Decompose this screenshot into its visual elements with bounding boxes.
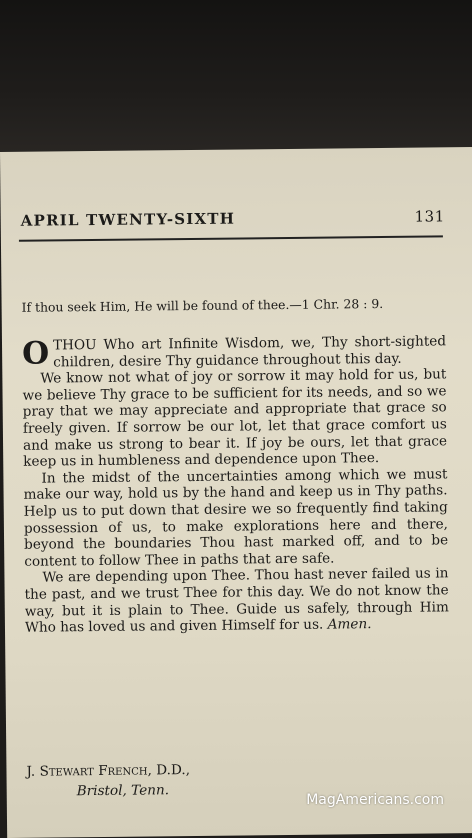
page-number: 131 xyxy=(414,207,445,226)
page-title: APRIL TWENTY-SIXTH xyxy=(20,209,236,230)
scripture-verse: If thou seek Him, He will be found of thee.—1 Chr. 28 : 9. xyxy=(21,295,384,315)
prayer-paragraph-4 xyxy=(24,566,449,637)
opening-word: THOU xyxy=(52,336,97,354)
page-header xyxy=(21,207,445,229)
drop-cap: O xyxy=(21,335,50,372)
dark-background xyxy=(0,0,472,160)
watermark: MagAmericans.com xyxy=(306,792,444,808)
prayer-text xyxy=(22,333,449,636)
prayer-paragraph-2: We know not what of joy or sorrow it may hold for us, but we believe Thy grace to be sufficient for its needs, and so we pray that we may appreciate and appropriate that grace so freely given. If sorrow be our lot, let that grace comfort us and make us strong to bear it. If joy be ours, let that grace keep us in humbleness and dependence upon Thee. xyxy=(22,366,448,470)
amen: Amen. xyxy=(327,616,372,633)
author-location: Bristol, Tenn. xyxy=(76,782,170,800)
prayer-paragraph-3: In the midst of the uncertainties among which we must make our way, hold us by the hand and keep us in Thy paths. Help us to put down that desire we so frequently find taking possession of us, to make explorations here and there, beyond the boundaries Thou hast marked off, and to be content to follow Thee in paths that are safe. xyxy=(23,466,449,570)
paragraph-4-text: We are depending upon Thee. Thou hast never failed us in the past, and we trust Thee for this day. We do not know the way, but it is plain to Thee. Guide us safely, through Him Who has loved us and given Himself for us. xyxy=(24,565,449,636)
paragraph-1-text: Who art Infinite Wisdom, we, Thy short-sighted children, desire Thy guidance throughout this day. xyxy=(53,333,447,371)
header-rule xyxy=(19,235,443,241)
author-signature xyxy=(26,759,326,802)
author-degree: , D.D., xyxy=(147,762,191,779)
author-initial: J. xyxy=(26,763,40,780)
prayer-paragraph-1 xyxy=(22,333,446,371)
author-surname: Stewart French xyxy=(39,762,148,780)
book-page xyxy=(0,147,472,838)
